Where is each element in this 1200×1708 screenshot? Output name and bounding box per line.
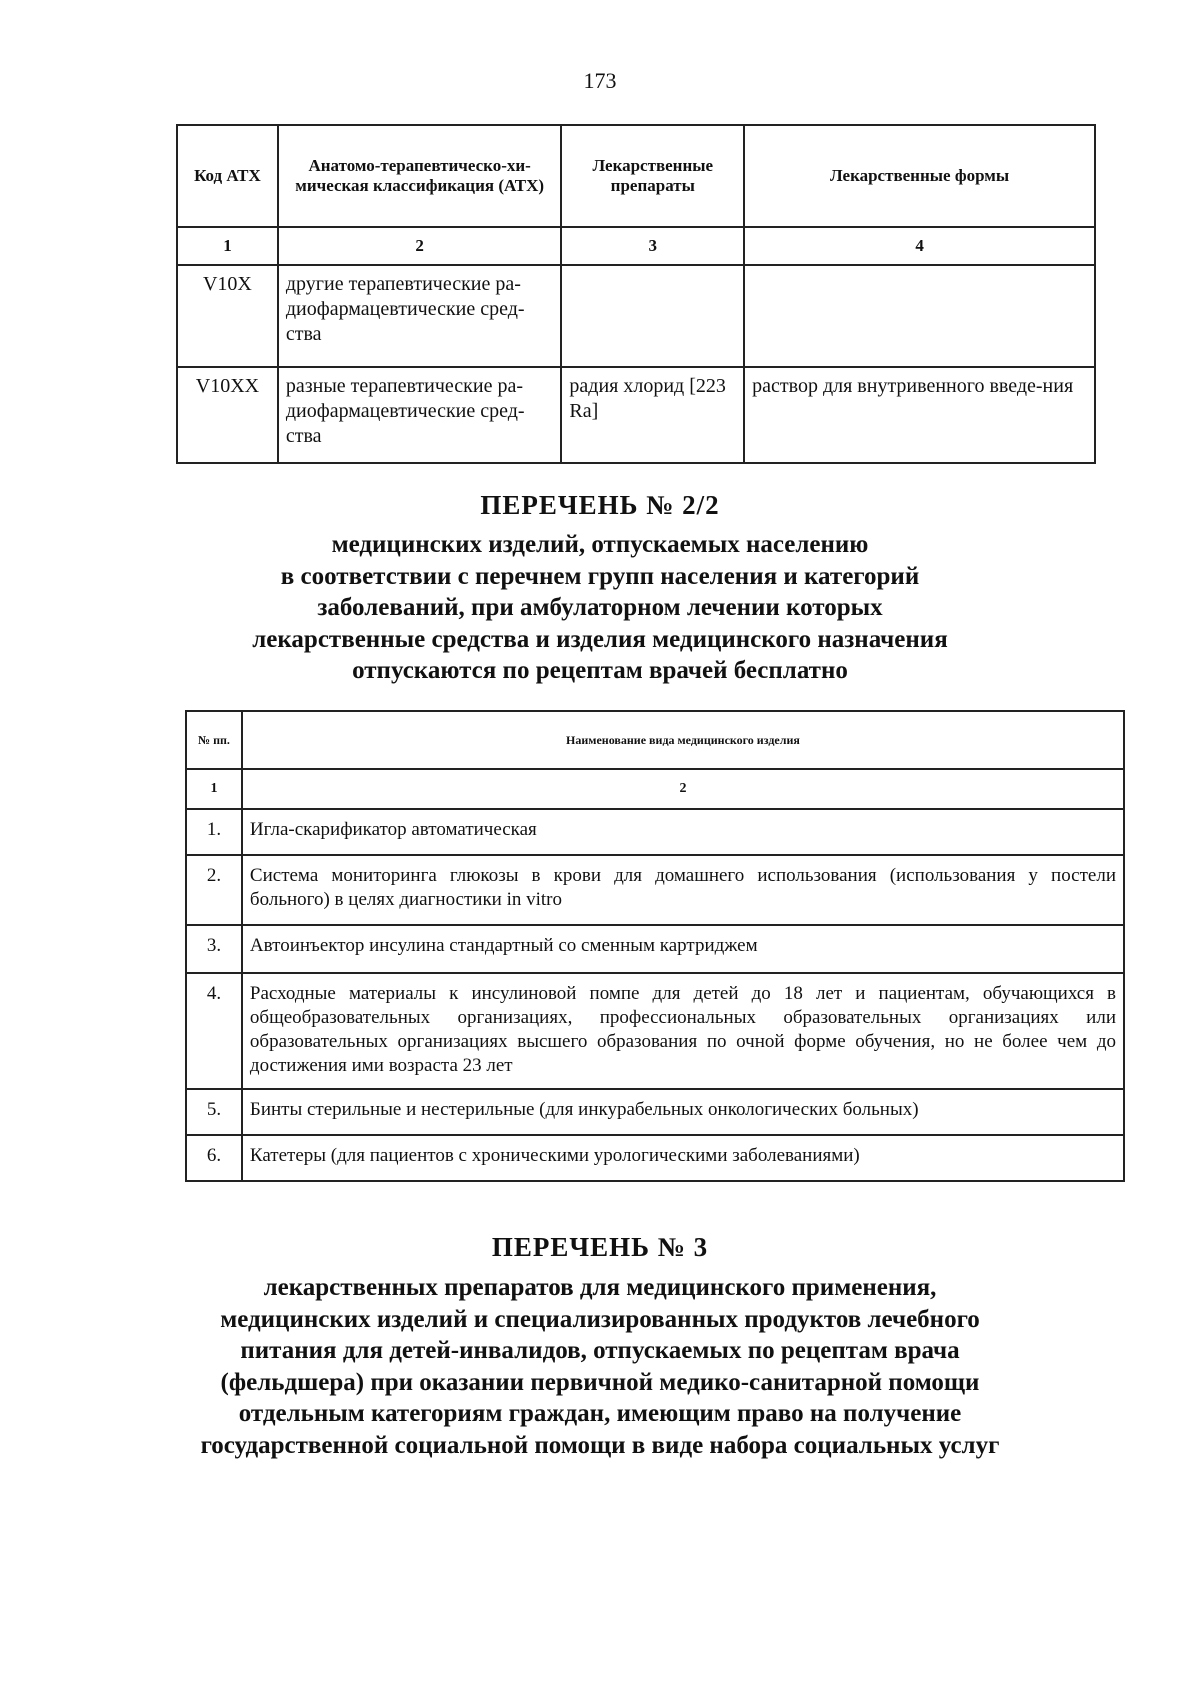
subtitle-line: питания для детей-инвалидов, отпускаемых по рецептам врача <box>240 1337 960 1364</box>
atc-table <box>176 124 1096 464</box>
atc-column-number: 3 <box>561 227 744 265</box>
subtitle-line: государственной социальной помощи в виде набора социальных услуг <box>200 1431 1000 1459</box>
atc-header-forms: Лекарственные формы <box>744 125 1095 227</box>
device-number: 5. <box>186 1089 242 1135</box>
list-3-title: ПЕРЕЧЕНЬ № 3 <box>491 1232 709 1262</box>
atc-forms-cell: раствор для внутривенного введе-ния <box>744 367 1095 463</box>
device-number: 1. <box>186 809 242 855</box>
device-name: Игла-скарификатор автоматическая <box>242 809 1124 855</box>
device-number: 2. <box>186 855 242 925</box>
atc-header-drugs: Лекарственные препараты <box>561 125 744 227</box>
device-row <box>186 1135 1124 1181</box>
subtitle-line: медицинских изделий, отпускаемых населению <box>331 531 869 558</box>
subtitle-line: отдельным категориям граждан, имеющим право на получение <box>238 1400 962 1427</box>
subtitle-line: в соответствии с перечнем групп населения и категорий <box>280 562 920 590</box>
devices-header-row <box>186 711 1124 769</box>
atc-classification-cell: другие терапевтические ра-диофармацевтические сред-ства <box>278 265 562 367</box>
devices-header-name: Наименование вида медицинского изделия <box>242 711 1124 769</box>
devices-column-number-row <box>186 769 1124 809</box>
device-row <box>186 925 1124 973</box>
device-name: Система мониторинга глюкозы в крови для домашнего использования (использования у постели больного) в целях диагностики in vitro <box>242 855 1124 925</box>
atc-header-code: Код АТХ <box>177 125 278 227</box>
atc-header-row <box>177 125 1095 227</box>
device-number: 6. <box>186 1135 242 1181</box>
atc-column-number: 2 <box>278 227 562 265</box>
subtitle-line: медицинских изделий и специализированных продуктов лечебного <box>220 1305 980 1333</box>
list-2-2-title: ПЕРЕЧЕНЬ № 2/2 <box>480 490 720 520</box>
device-name: Бинты стерильные и нестерильные (для инкурабельных онкологических больных) <box>242 1089 1124 1135</box>
atc-header-classification: Анатомо-терапевтическо-хи-мическая классификация (АТХ) <box>278 125 562 227</box>
atc-classification-cell: разные терапевтические ра-диофармацевтические сред-ства <box>278 367 562 463</box>
list-3-subtitle <box>0 1272 1200 1461</box>
subtitle-line: отпускаются по рецептам врачей бесплатно <box>352 657 848 684</box>
device-name: Катетеры (для пациентов с хроническими урологическими заболеваниями) <box>242 1135 1124 1181</box>
device-number: 3. <box>186 925 242 973</box>
subtitle-line: лекарственных препаратов для медицинского применения, <box>263 1274 937 1301</box>
device-row <box>186 809 1124 855</box>
device-row <box>186 1089 1124 1135</box>
atc-row <box>177 367 1095 463</box>
device-number: 4. <box>186 973 242 1089</box>
subtitle-line: лекарственные средства и изделия медицинского назначения <box>252 625 948 653</box>
atc-drugs-cell <box>561 265 744 367</box>
atc-drugs-cell: радия хлорид [223 Ra] <box>561 367 744 463</box>
devices-column-number: 2 <box>242 769 1124 809</box>
subtitle-line: (фельдшера) при оказании первичной медико-санитарной помощи <box>220 1368 980 1396</box>
device-name: Автоинъектор инсулина стандартный со сменным картриджем <box>242 925 1124 973</box>
atc-column-number: 4 <box>744 227 1095 265</box>
device-name: Расходные материалы к инсулиновой помпе для детей до 18 лет и пациентам, обучающихся в общеобразовательных организациях, профессиональных образовательных организациях или образовательных организациях высшего образования по очной форме обучения, но не более чем до достижения ими возраста 23 лет <box>242 973 1124 1089</box>
list-2-2-subtitle <box>0 529 1200 687</box>
devices-column-number: 1 <box>186 769 242 809</box>
device-row <box>186 973 1124 1089</box>
atc-forms-cell <box>744 265 1095 367</box>
atc-row <box>177 265 1095 367</box>
subtitle-line: заболеваний, при амбулаторном лечении которых <box>317 594 883 621</box>
device-row <box>186 855 1124 925</box>
page-number: 173 <box>583 68 617 93</box>
atc-code-cell: V10XX <box>177 367 278 463</box>
atc-column-number-row <box>177 227 1095 265</box>
medical-devices-table <box>185 710 1125 1182</box>
atc-column-number: 1 <box>177 227 278 265</box>
atc-code-cell: V10X <box>177 265 278 367</box>
devices-header-number: № пп. <box>186 711 242 769</box>
